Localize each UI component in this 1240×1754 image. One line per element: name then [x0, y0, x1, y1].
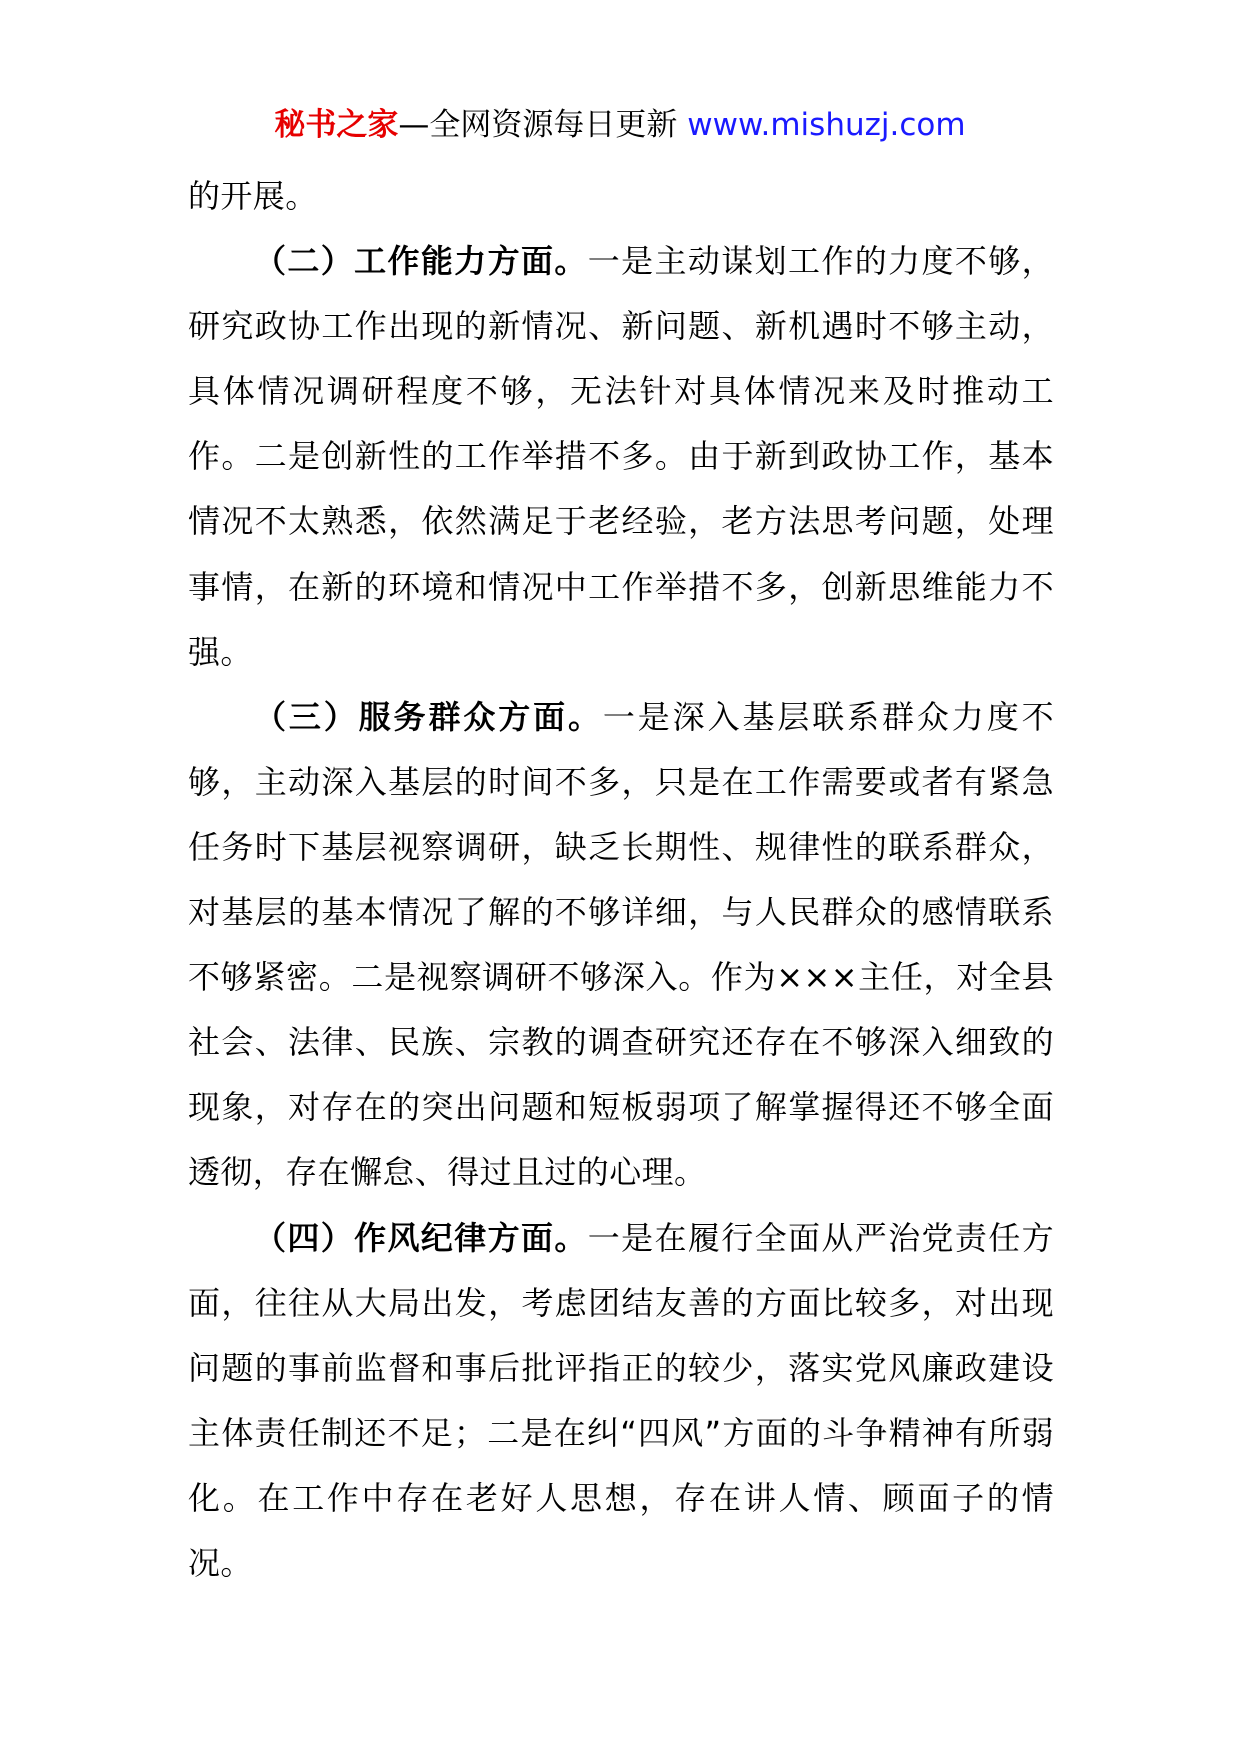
paragraph-work-style: [188, 1206, 1054, 1597]
watermark-header: [0, 100, 1240, 150]
website-link[interactable]: www.mishuzj.com: [687, 107, 966, 143]
paragraph-continuation: [188, 164, 1054, 229]
brand-name: 秘书之家: [274, 107, 399, 143]
paragraph-text: 一是主动谋划工作的力度不够，研究政协工作出现的新情况、新问题、新机遇时不够主动，具体情况调研程度不够，无法针对具体情况来及时推动工作。二是创新性的工作举措不多。由于新到政协工作，基本情况不太熟悉，依然满足于老经验，老方法思考问题，处理事情，在新的环境和情况中工作举措不多，创新思维能力不强。: [188, 242, 1054, 671]
header-tagline: —全网资源每日更新: [398, 107, 678, 143]
paragraph-serving-masses: [188, 685, 1054, 1206]
paragraph-text: 一是在履行全面从严治党责任方面，往往从大局出发，考虑团结友善的方面比较多，对出现问题的事前监督和事后批评指正的较少，落实党风廉政建设主体责任制还不足；二是在纠“四风”方面的斗争精神有所弱化。在工作中存在老好人思想，存在讲人情、顾面子的情况。: [188, 1218, 1054, 1582]
paragraph-text: 一是深入基层联系群众力度不够，主动深入基层的时间不多，只是在工作需要或者有紧急任务时下基层视察调研，缺乏长期性、规律性的联系群众，对基层的基本情况了解的不够详细，与人民群众的感情联系不够紧密。二是视察调研不够深入。作为×××主任，对全县社会、法律、民族、宗教的调查研究还存在不够深入细致的现象，对存在的突出问题和短板弱项了解掌握得还不够全面透彻，存在懈怠、得过且过的心理。: [188, 697, 1054, 1192]
paragraph-work-ability: [188, 229, 1054, 685]
section-heading: （三）服务群众方面。: [254, 697, 603, 736]
section-heading: （四）作风纪律方面。: [254, 1218, 588, 1257]
document-body: [188, 164, 1054, 1596]
section-heading: （二）工作能力方面。: [254, 242, 588, 281]
paragraph-text: 的开展。: [188, 177, 318, 215]
